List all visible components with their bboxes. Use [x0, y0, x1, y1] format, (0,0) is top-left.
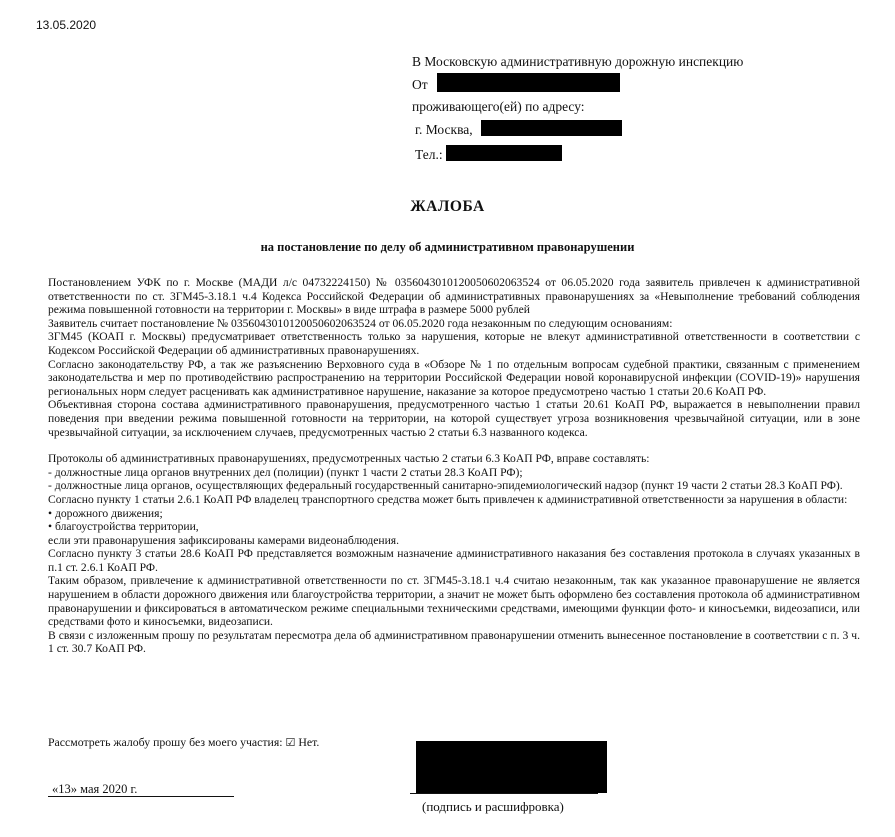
document-date: 13.05.2020 [36, 18, 97, 32]
redacted-address [481, 120, 622, 136]
paragraph: Постановлением УФК по г. Москве (МАДИ л/с 04732224150) № 0356043010120050602063524 от 06.05.2020 года заявитель привлечен к административной ответственности по ст. 3ГМ45-3.18.1 ч.4 Кодекса Российской Федерации об административных правонарушениях за «Невыполнение требований соблюдения режима повышенной готовности на территории г. Москвы» в виде штрафа в размере 5000 рублей [48, 276, 860, 317]
paragraph: • благоустройства территории, [48, 520, 199, 534]
paragraph: - должностные лица органов внутренних дел (полиции) (пункт 1 части 2 статьи 28.3 КоАП РФ); [48, 465, 523, 479]
paragraph: - должностные лица органов, осуществляющих федеральный государственный санитарно-эпидемиологический надзор (пункт 19 части 2 статьи 28.3 КоАП РФ). [48, 479, 843, 493]
signed-date: «13» мая 2020 г. [52, 782, 138, 796]
participation-text: Рассмотреть жалобу прошу без моего участия: [48, 735, 283, 749]
paragraph: 3ГМ45 (КОАП г. Москвы) предусматривает ответственность только за нарушения, которые не влекут административной ответственности в соответствии с Кодексом Российской Федерации об административных правонарушениях. [48, 330, 860, 357]
phone-label: Тел.: [415, 147, 443, 162]
paragraph: Согласно законодательству РФ, а так же разъяснению Верховного суда в «Обзоре № 1 по отдельным вопросам судебной практики, связанным с применением законодательства и мер по противодействию распространению на территории Российской Федерации новой коронавирусной инфекции (COVID-19)» нарушения региональных норм следует расценивать как административное нарушение, наказание за которое предусмотрено частью 1 статьи 20.6 КоАП РФ. [48, 357, 860, 398]
document-title: ЖАЛОБА [410, 198, 485, 215]
signature-underline [410, 793, 598, 794]
checkbox-checked-icon: ☑ [285, 736, 296, 749]
paragraph: • дорожного движения; [48, 506, 163, 520]
paragraph: Таким образом, привлечение к административной ответственности по ст. 3ГМ45-3.18.1 ч.4 считаю незаконным, так как указанное правонарушение не является нарушением в области дорожного движения или благоустройства территории, а значит не может быть оформлено без составления протокола об административном правонарушении и фиксироваться в автоматическом режиме специальными техническими средствами, имеющими функции фото- и киносъемки, видеозаписи, или средствами фото и киносъемки, видеозаписи. [48, 574, 860, 629]
participation-statement [48, 735, 319, 750]
redacted-phone [446, 145, 562, 161]
signature-caption: (подпись и расшифровка) [422, 799, 564, 814]
paragraph: если эти правонарушения зафиксированы камерами видеонаблюдения. [48, 533, 400, 547]
paragraph: Согласно пункту 3 статьи 28.6 КоАП РФ представляется возможным назначение административного наказания без составления протокола в случаях указанных в п.1 ст. 2.6.1 КоАП РФ. [48, 547, 860, 574]
from-label: От [412, 77, 428, 92]
residing-label: проживающего(ей) по адресу: [412, 99, 585, 114]
city-label: г. Москва, [415, 122, 473, 137]
addressee: В Московскую административную дорожную инспекцию [412, 54, 744, 69]
paragraph: Согласно пункту 1 статьи 2.6.1 КоАП РФ владелец транспортного средства может быть привлечен к административной ответственности за нарушения в области: [48, 492, 848, 506]
document-subtitle: на постановление по делу об административном правонарушении [260, 240, 635, 254]
redacted-signature [416, 741, 607, 793]
date-underline [48, 796, 234, 797]
paragraph: Протоколы об административных правонарушениях, предусмотренных частью 2 статьи 6.3 КоАП РФ, вправе составлять: [48, 452, 650, 466]
paragraph: Заявитель считает постановление № 0356043010120050602063524 от 06.05.2020 года незаконным по следующим основаниям: [48, 316, 673, 330]
participation-answer: Нет. [298, 735, 320, 749]
complaint-body [48, 276, 860, 656]
redacted-name [437, 73, 620, 92]
paragraph: В связи с изложенным прошу по результатам пересмотра дела об административном правонарушении отменить вынесенное постановление в соответствии с п. 3 ч. 1 ст. 30.7 КоАП РФ. [48, 628, 860, 656]
paragraph: Объективная сторона состава административного правонарушения, предусмотренного частью 1 статьи 20.61 КоАП РФ, выражается в невыполнении правил поведения при введении режима повышенной готовности на территории, на которой существует угроза возникновения чрезвычайной ситуации, или в зоне чрезвычайной ситуации, за исключением случаев, предусмотренных частью 2 статьи 6.3 названного кодекса. [48, 398, 860, 439]
